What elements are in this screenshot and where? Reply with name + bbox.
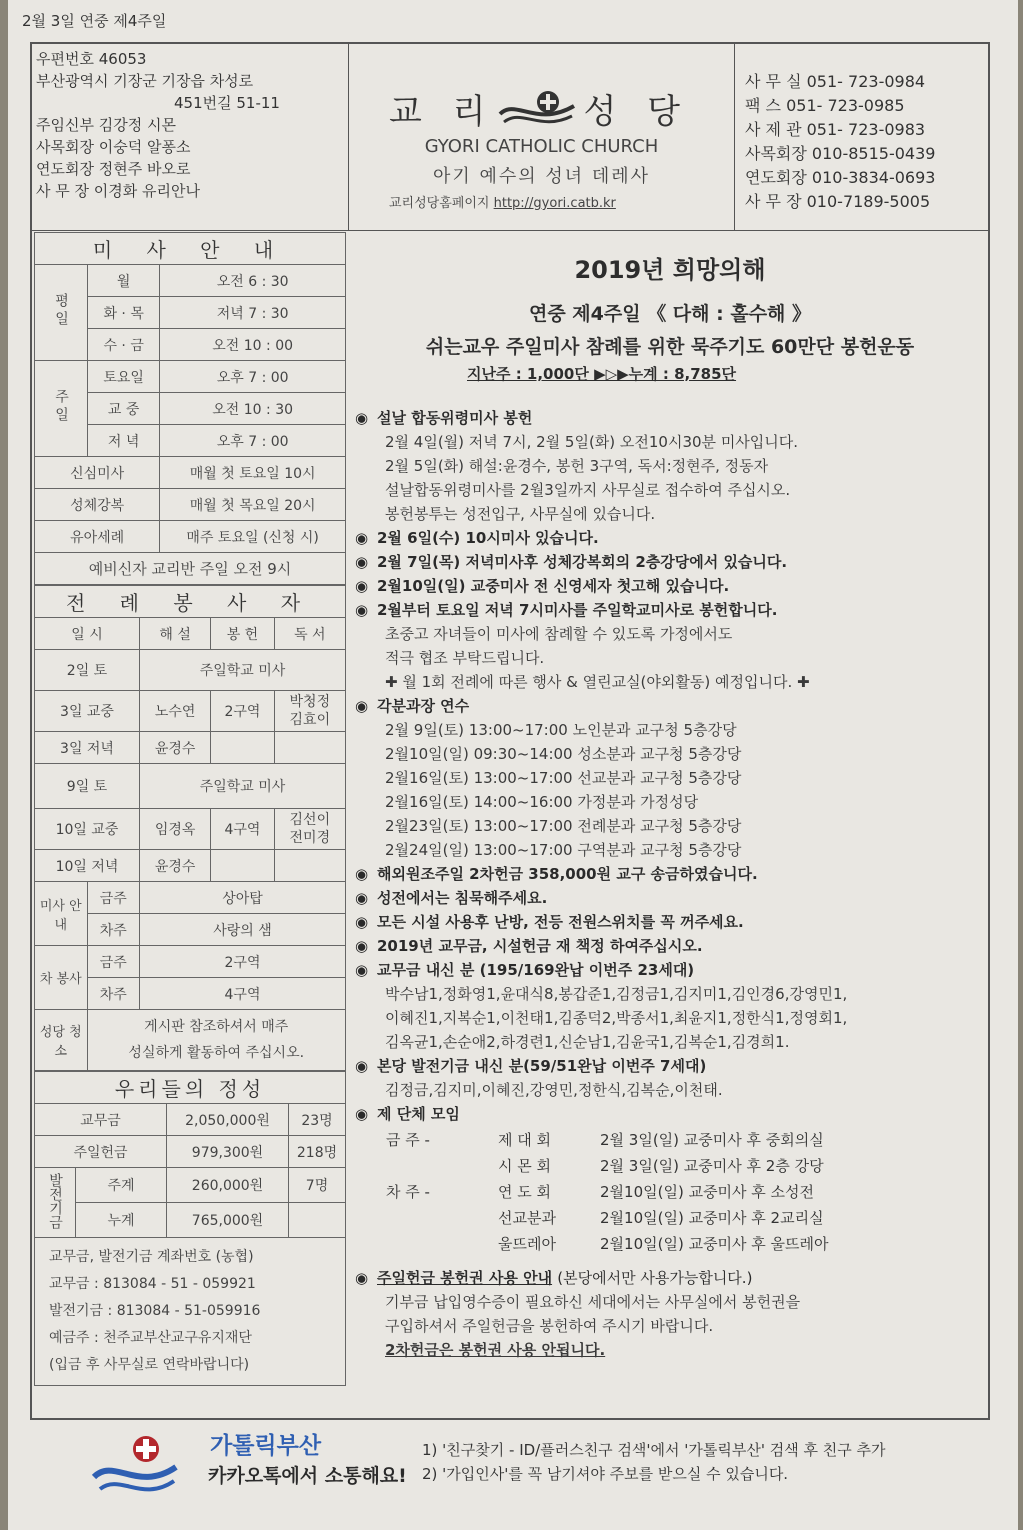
group-row	[385, 1204, 941, 1230]
notice-heading	[355, 1054, 985, 1078]
notice-heading	[355, 574, 985, 598]
server-reader	[274, 809, 345, 850]
offering-amount: 979,300원	[167, 1136, 289, 1168]
offering-count: 7명	[289, 1168, 346, 1203]
notice-heading	[355, 694, 985, 718]
notice-line: 적극 협조 부탁드립니다.	[385, 649, 545, 667]
notice-column	[355, 238, 985, 1362]
week-label: 금주	[87, 946, 140, 978]
group-schedule: 2월 3일(일) 교중미사 후 중회의실	[600, 1130, 824, 1149]
church-patron: 아기 예수의 성녀 데레사	[432, 166, 651, 187]
special-mass-time: 매월 첫 토요일 10시	[160, 457, 346, 489]
notice-title: 2월부터 토요일 저녁 7시미사를 주일학교미사로 봉헌합니다.	[377, 601, 778, 619]
group-row	[385, 1230, 941, 1256]
voucher-title: 주일헌금 봉헌권 사용 안내	[377, 1269, 553, 1287]
notice-title: 각분과장 연수	[377, 697, 470, 715]
reader-name: 박청정	[289, 694, 331, 710]
offering-count: 23명	[289, 1104, 346, 1136]
cleaning-text	[87, 1010, 346, 1071]
voucher-line: 기부금 납입영수증이 필요하신 세대에서는 사무실에서 봉헌권을	[385, 1293, 801, 1311]
notice-line: 봉헌봉투는 성전입구, 사무실에 있습니다.	[385, 505, 656, 523]
church-name	[389, 84, 690, 133]
catholic-busan-logo-icon	[90, 1433, 180, 1503]
notice-line: 2월10일(일) 09:30~14:00 성소분과 교구청 5층강당	[385, 745, 742, 763]
website-link[interactable]: http://gyori.catb.kr	[493, 196, 616, 211]
kakao-step: 2) '가입인사'를 꼭 남기셔야 주보를 받으실 수 있습니다.	[422, 1465, 789, 1483]
empty-cell	[274, 732, 345, 764]
bullet-icon: ◉	[355, 889, 369, 907]
address-block	[36, 48, 336, 202]
church-name-right: 성 당	[583, 92, 690, 132]
servers-title: 전 례 봉 사 자	[35, 586, 346, 618]
offering-label: 주일헌금	[35, 1136, 167, 1168]
rosary-tally: 지난주 : 1,000단 ▶▷▶누계 : 8,785단	[467, 365, 737, 383]
notice-title: 모든 시설 사용후 난방, 전등 전원스위치를 꼭 꺼주세요.	[377, 913, 744, 931]
weekday-label	[35, 265, 88, 361]
group-row	[385, 1178, 941, 1204]
empty-cell	[211, 850, 274, 882]
offering-label: 누계	[76, 1203, 167, 1238]
notice-heading	[355, 910, 985, 934]
bullet-icon: ◉	[355, 1057, 369, 1075]
group-schedule: 2월10일(일) 교중미사 후 소성전	[600, 1182, 815, 1201]
col-header: 독 서	[274, 618, 345, 650]
server-commentator: 윤경수	[140, 732, 211, 764]
schedule-day: 월	[88, 265, 160, 297]
reader-name: 김효이	[289, 712, 331, 728]
week-label: 차주	[87, 914, 140, 946]
notice-line: 2월23일(토) 13:00~17:00 전례분과 교구청 5층강당	[385, 817, 742, 835]
voucher-notice	[355, 1266, 985, 1362]
group-week	[385, 1230, 497, 1256]
server-date: 2일 토	[35, 650, 140, 691]
bullet-icon: ◉	[355, 913, 369, 931]
week-label: 차주	[87, 978, 140, 1010]
notice-heading	[355, 958, 985, 982]
server-reader	[274, 691, 345, 732]
offering-amount: 765,000원	[167, 1203, 289, 1238]
council-line: 연도회장 정현주 바오로	[36, 160, 191, 178]
group-meetings	[385, 1126, 941, 1256]
notice-title: 교무금 내신 분 (195/169완납 이번주 23세대)	[377, 961, 695, 979]
group-schedule: 2월10일(일) 교중미사 후 울뜨레아	[600, 1234, 829, 1253]
notice-line: 2월 9일(토) 13:00~17:00 노인분과 교구청 5층강당	[385, 721, 737, 739]
notice-title: 2월 7일(목) 저녁미사후 성체강복회의 2층강당에서 있습니다.	[377, 553, 788, 571]
notice-line: ✚ 월 1회 전례에 따른 행사 & 열린교실(야외활동) 예정입니다. ✚	[385, 673, 810, 691]
mass-schedule-table	[34, 232, 346, 585]
schedule-time: 저녁 7 : 30	[160, 297, 346, 329]
server-commentator: 윤경수	[140, 850, 211, 882]
bullet-icon: ◉	[355, 409, 369, 427]
empty-cell	[211, 732, 274, 764]
bullet-icon: ◉	[355, 961, 369, 979]
development-fund-label	[35, 1168, 76, 1238]
offering-label: 교무금	[35, 1104, 167, 1136]
kakao-promo	[30, 1425, 990, 1525]
sunday-label	[35, 361, 88, 457]
mass-schedule-title: 미 사 안 내	[35, 233, 346, 265]
contact-yeondo: 연도회장 010-3834-0693	[745, 168, 936, 187]
offering-count: 218명	[289, 1136, 346, 1168]
catholic-busan-title: 가톨릭부산	[210, 1433, 322, 1459]
server-commentator: 임경옥	[140, 809, 211, 850]
notice-heading	[355, 934, 985, 958]
special-mass-time: 매월 첫 목요일 20시	[160, 489, 346, 521]
schedule-time: 오전 6 : 30	[160, 265, 346, 297]
special-mass-label: 유아세례	[35, 521, 160, 553]
website-label: 교리성당홈페이지	[389, 196, 490, 211]
notice-line: 이혜진1,지복순1,이천태1,김종덕2,박종서1,최윤지1,정한식1,정영회1,	[385, 1009, 848, 1027]
group-name: 제 대 회	[498, 1130, 552, 1149]
notice-title: 2월 6일(수) 10시미사 있습니다.	[377, 529, 599, 547]
bullet-icon: ◉	[355, 1269, 369, 1287]
account-info	[35, 1238, 346, 1386]
account-line: 교무금 : 813084 - 51 - 059921	[49, 1276, 256, 1292]
group-schedule: 2월10일(일) 교중미사 후 2교리실	[600, 1208, 824, 1227]
col-header: 일 시	[35, 618, 140, 650]
server-commentator: 노수연	[140, 691, 211, 732]
server-date: 10일 저녁	[35, 850, 140, 882]
weekday-label-text: 평일	[53, 292, 69, 329]
group-row	[385, 1152, 941, 1178]
mass-guide-label: 미사 안내	[35, 882, 88, 946]
notice-line: 2월 4일(월) 저녁 7시, 2월 5일(화) 오전10시30분 미사입니다.	[385, 433, 799, 451]
notice-line: 2월16일(토) 13:00~17:00 선교분과 교구청 5층강당	[385, 769, 742, 787]
special-mass-time: 매주 토요일 (신청 시)	[160, 521, 346, 553]
cleaning-line: 성실하게 활동하여 주십시오.	[128, 1045, 305, 1061]
group-name: 선교분과	[498, 1208, 556, 1227]
tea-service-label: 차 봉사	[35, 946, 88, 1010]
account-line: 발전기금 : 813084 - 51-059916	[49, 1303, 261, 1319]
contact-council: 사목회장 010-8515-0439	[745, 144, 936, 163]
schedule-day: 교 중	[88, 393, 160, 425]
kakao-subtitle: 카카오톡에서 소통해요!	[208, 1465, 407, 1487]
offering-amount: 2,050,000원	[167, 1104, 289, 1136]
notice-heading	[355, 526, 985, 550]
notice-heading	[355, 1102, 985, 1126]
catechumen-class: 예비신자 교리반 주일 오전 9시	[35, 553, 346, 585]
schedule-time: 오전 10 : 00	[160, 329, 346, 361]
notice-line: 설날합동위령미사를 2월3일까지 사무실로 접수하여 주십시오.	[385, 481, 791, 499]
left-column	[34, 232, 346, 1386]
bullet-icon: ◉	[355, 697, 369, 715]
council-line: 사목회장 이숭덕 알퐁소	[36, 138, 191, 156]
server-date: 3일 저녁	[35, 732, 140, 764]
notice-line: 초중고 자녀들이 미사에 참례할 수 있도록 가정에서도	[385, 625, 733, 643]
bullet-icon: ◉	[355, 865, 369, 883]
group-name: 상아탑	[140, 882, 346, 914]
address-line: 부산광역시 기장군 기장읍 차성로	[36, 72, 254, 90]
server-offertory: 2구역	[211, 691, 274, 732]
notice-title: 2019년 교무금, 시설헌금 재 책정 하여주십시오.	[377, 937, 703, 955]
contact-fax: 팩 스 051- 723-0985	[745, 96, 905, 115]
schedule-time: 오전 10 : 30	[160, 393, 346, 425]
server-span: 주일학교 미사	[140, 764, 346, 809]
special-mass-label: 신심미사	[35, 457, 160, 489]
office-line: 사 무 장 이경화 유리안나	[36, 182, 200, 200]
schedule-day: 저 녁	[88, 425, 160, 457]
contact-secretary: 사 무 장 010-7189-5005	[745, 192, 931, 211]
offering-amount: 260,000원	[167, 1168, 289, 1203]
group-name: 울뜨레아	[498, 1234, 556, 1253]
bullet-icon: ◉	[355, 601, 369, 619]
notice-line: 2월 5일(화) 해설:윤경수, 봉헌 3구역, 독서:정현주, 정동자	[385, 457, 769, 475]
group-schedule: 2월 3일(일) 교중미사 후 2층 강당	[600, 1156, 824, 1175]
empty-cell	[274, 850, 345, 882]
offering-title: 우리들의 정성	[35, 1072, 346, 1104]
voucher-note: (본당에서만 사용가능합니다.)	[557, 1269, 753, 1287]
notice-heading	[355, 598, 985, 622]
contact-list	[745, 70, 935, 214]
offering-count	[289, 1203, 346, 1238]
cleaning-label: 성당 청소	[35, 1010, 88, 1071]
bullet-icon: ◉	[355, 529, 369, 547]
notice-heading	[355, 886, 985, 910]
account-line: 예금주 : 천주교부산교구유지재단	[49, 1330, 252, 1346]
offering-table	[34, 1071, 346, 1386]
notice-heading	[355, 406, 985, 430]
reader-name: 김선이	[289, 812, 331, 828]
special-mass-label: 성체강복	[35, 489, 160, 521]
notice-line: 김옥균1,손순애2,하경련1,신순남1,김윤국1,김복순1,김경희1.	[385, 1033, 790, 1051]
voucher-heading	[355, 1266, 985, 1290]
church-logo-icon	[496, 88, 578, 130]
col-header: 해 설	[140, 618, 211, 650]
liturgical-week: 연중 제4주일 《 다해 : 홀수해 》	[528, 303, 812, 325]
schedule-time: 오후 7 : 00	[160, 361, 346, 393]
group-row	[385, 1126, 941, 1152]
notice-title: 성전에서는 침묵해주세요.	[377, 889, 548, 907]
bullet-icon: ◉	[355, 1105, 369, 1123]
church-name-left: 교 리	[389, 92, 496, 132]
server-date: 9일 토	[35, 764, 140, 809]
group-week	[385, 1204, 497, 1230]
account-line: (입금 후 사무실로 연락바랍니다)	[49, 1357, 250, 1373]
church-masthead	[348, 44, 735, 230]
group-name: 시 몬 회	[498, 1156, 552, 1175]
schedule-day: 토요일	[88, 361, 160, 393]
notice-title: 해외원조주일 2차헌금 358,000원 교구 송금하였습니다.	[377, 865, 758, 883]
schedule-day: 수 · 금	[88, 329, 160, 361]
group-week: 차 주 -	[386, 1182, 430, 1201]
church-english-name: GYORI CATHOLIC CHURCH	[424, 136, 659, 157]
voucher-line: 구입하셔서 주일헌금을 봉헌하여 주시기 바랍니다.	[385, 1317, 714, 1335]
pastor-line: 주임신부 김강정 시몬	[36, 116, 176, 134]
group-name: 사랑의 샘	[140, 914, 346, 946]
notice-line: 박수남1,정화영1,윤대식8,봉갑준1,김정금1,김지미1,김인경6,강영민1,	[385, 985, 848, 1003]
server-offertory: 4구역	[211, 809, 274, 850]
schedule-time: 오후 7 : 00	[160, 425, 346, 457]
schedule-day: 화 · 목	[88, 297, 160, 329]
group-week	[385, 1152, 497, 1178]
date-header: 2월 3일 연중 제4주일	[22, 12, 167, 30]
group-name: 4구역	[140, 978, 346, 1010]
cleaning-line: 게시판 참조하셔서 매주	[144, 1019, 289, 1035]
sunday-label-text: 주일	[53, 388, 69, 425]
col-header: 봉 헌	[211, 618, 274, 650]
notice-line: 2월16일(토) 14:00~16:00 가정분과 가정성당	[385, 793, 699, 811]
notice-heading	[355, 550, 985, 574]
church-website	[389, 192, 616, 211]
account-line: 교무금, 발전기금 계좌번호 (농협)	[49, 1249, 254, 1265]
server-date: 10일 교중	[35, 809, 140, 850]
server-date: 3일 교중	[35, 691, 140, 732]
notice-title: 2월10일(일) 교중미사 전 신영세자 첫고해 있습니다.	[377, 577, 730, 595]
rosary-campaign: 쉬는교우 주일미사 참례를 위한 묵주기도 60만단 봉헌운동	[425, 336, 915, 358]
notice-title: 본당 발전기금 내신 분(59/51완납 이번주 7세대)	[377, 1057, 707, 1075]
week-label: 금주	[87, 882, 140, 914]
year-theme: 2019년 희망의해	[574, 256, 766, 284]
server-span: 주일학교 미사	[140, 650, 346, 691]
bullet-icon: ◉	[355, 577, 369, 595]
voucher-warning: 2차헌금은 봉헌권 사용 안됩니다.	[385, 1341, 606, 1359]
bullet-icon: ◉	[355, 553, 369, 571]
group-name: 2구역	[140, 946, 346, 978]
notice-list	[355, 406, 985, 1126]
notice-line: 김정금,김지미,이혜진,강영민,정한식,김복순,이천태.	[385, 1081, 723, 1099]
kakao-step: 1) '친구찾기 - ID/플러스친구 검색'에서 '가톨릭부산' 검색 후 친구 추가	[422, 1441, 886, 1459]
header-divider	[30, 230, 990, 231]
address-line: 451번길 51-11	[174, 94, 280, 112]
offering-label: 주계	[76, 1168, 167, 1203]
group-name: 연 도 회	[498, 1182, 552, 1201]
contact-office: 사 무 실 051- 723-0984	[745, 72, 926, 91]
notice-heading	[355, 862, 985, 886]
notice-title: 설날 합동위령미사 봉헌	[377, 409, 533, 427]
bullet-icon: ◉	[355, 937, 369, 955]
development-fund-text: 발전기금	[47, 1172, 63, 1229]
notice-title: 제 단체 모임	[377, 1105, 460, 1123]
contact-rectory: 사 제 관 051- 723-0983	[745, 120, 926, 139]
notice-line: 2월24일(일) 13:00~17:00 구역분과 교구청 5층강당	[385, 841, 742, 859]
postal-code: 우편번호 46053	[36, 50, 147, 68]
group-week: 금 주 -	[386, 1130, 430, 1149]
reader-name: 전미경	[289, 830, 331, 846]
servers-table	[34, 585, 346, 1071]
